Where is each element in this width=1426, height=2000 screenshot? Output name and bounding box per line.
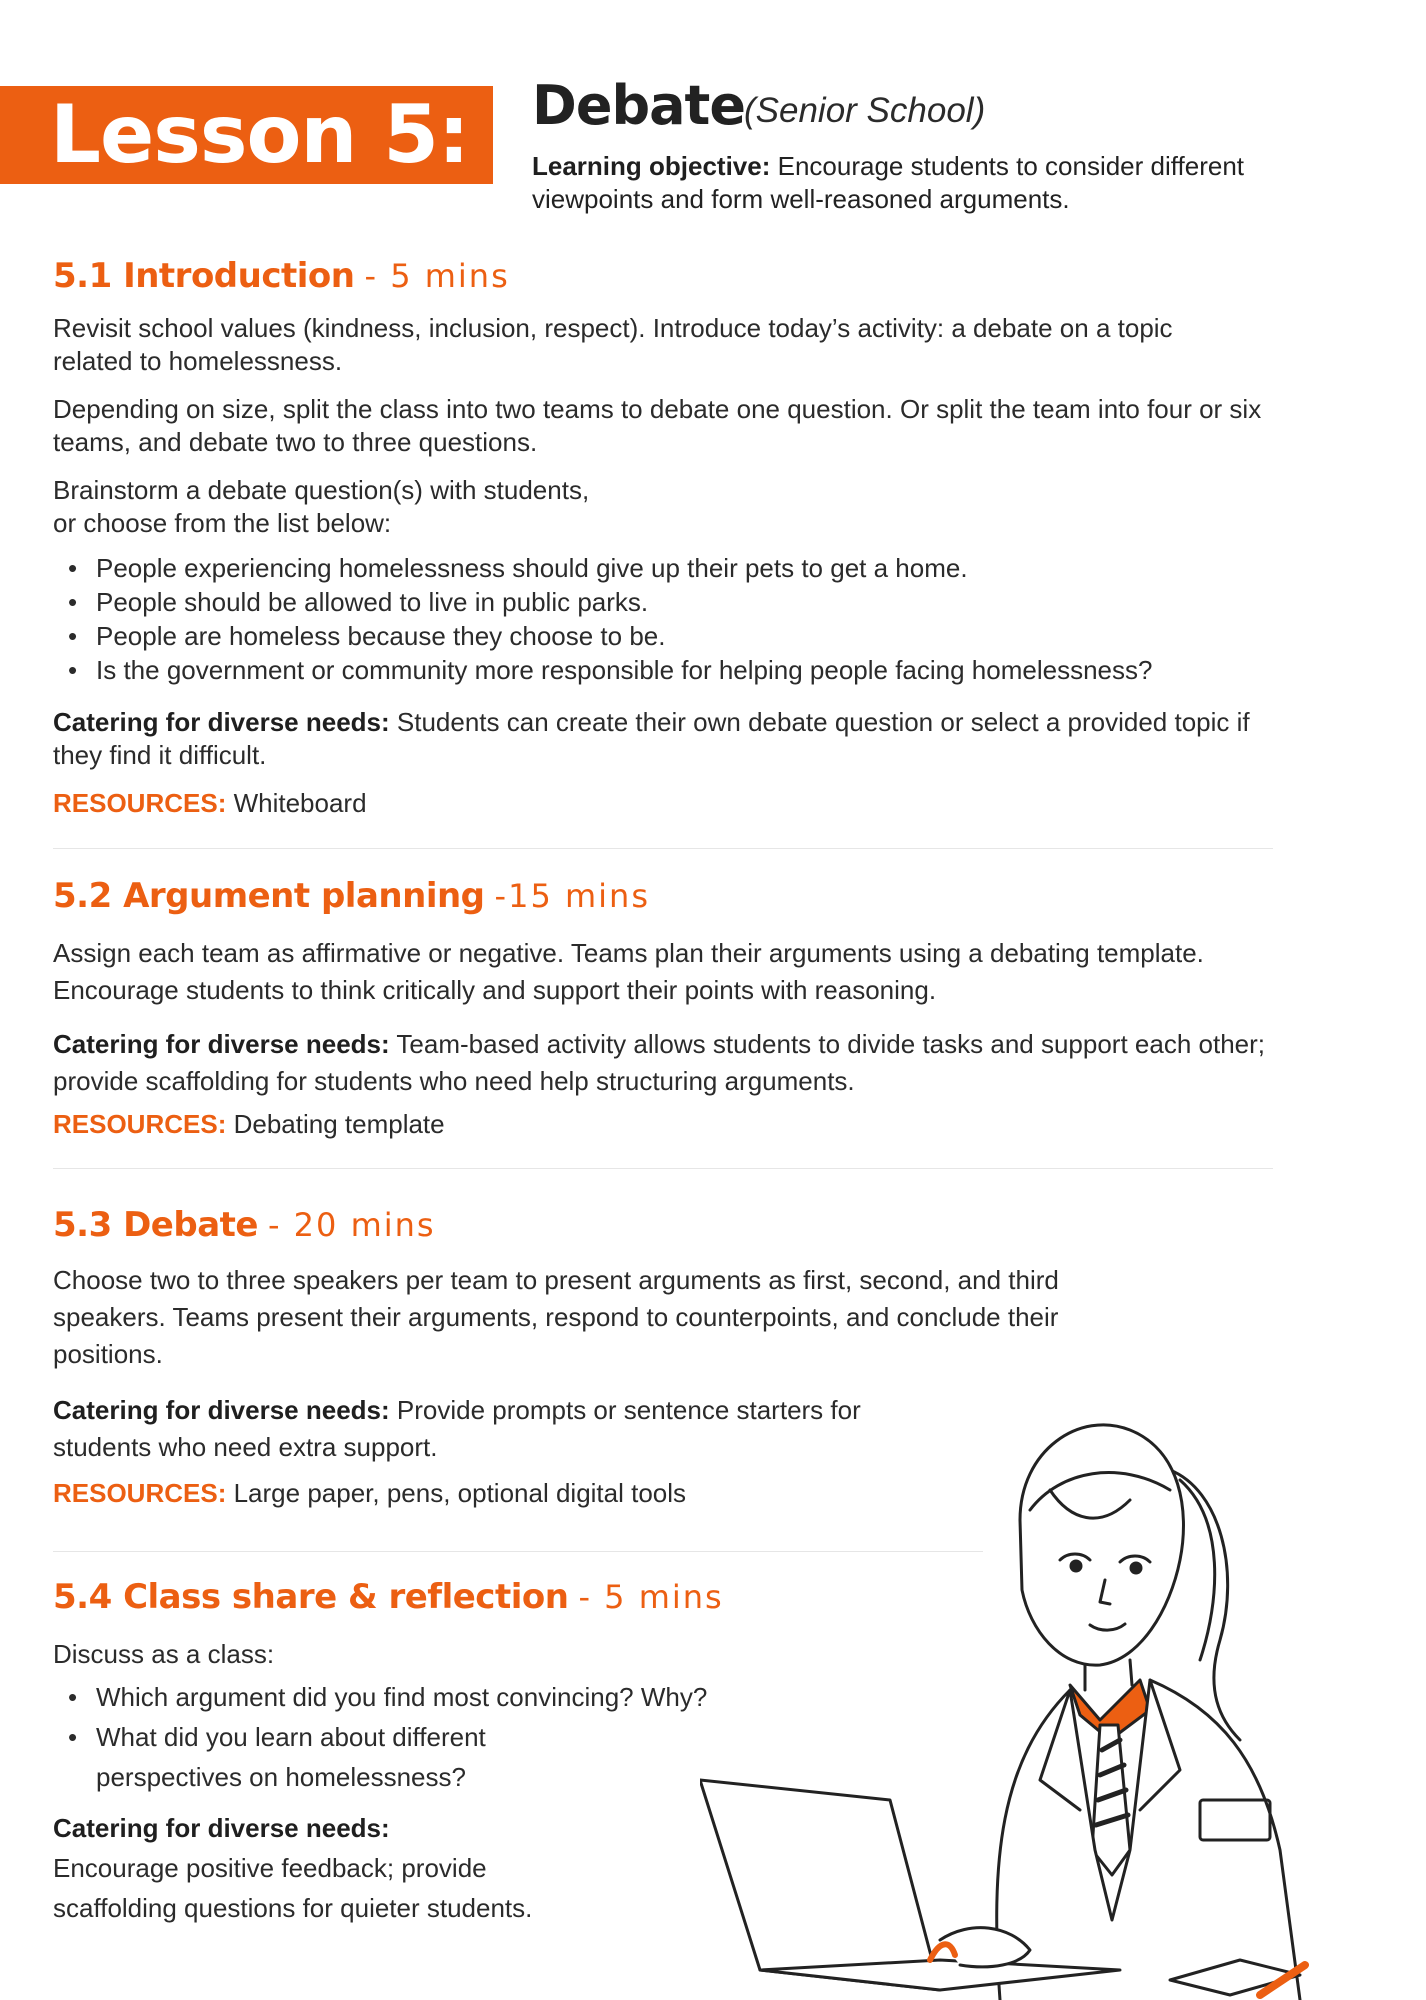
resources-label: RESOURCES: [53, 1478, 227, 1508]
section-divider [53, 848, 1273, 849]
section-heading-introduction [53, 256, 510, 296]
paragraph: Revisit school values (kindness, inclusion, respect). Introduce today’s activity: a debate on a topic related to homelessness. [53, 313, 1173, 376]
list-item: • Is the government or community more responsible for helping people facing homelessness? [68, 653, 1368, 687]
section-title: 5.3 Debate [53, 1205, 258, 1245]
lesson-label: Lesson 5: [50, 88, 469, 181]
paragraph: Choose two to three speakers per team to present arguments as first, second, and third speakers. Teams present their arguments, respond to counterpoints, and conclude their positions. [53, 1265, 1059, 1369]
list-item: • People experiencing homelessness should give up their pets to get a home. [68, 551, 1368, 585]
time-note: -15 mins [494, 877, 650, 915]
resources-text: Debating template [233, 1109, 445, 1139]
section-heading-class-share [53, 1577, 724, 1617]
paragraph-line: or choose from the list below: [53, 508, 392, 538]
objective-text: Encourage students to consider different viewpoints and form well-reasoned arguments. [532, 151, 1244, 214]
page-subtitle: (Senior School) [744, 91, 986, 130]
section-title: 5.2 Argument planning [53, 876, 485, 916]
list-item: • People should be allowed to live in public parks. [68, 585, 1368, 619]
needs-label: Catering for diverse needs: [53, 1029, 390, 1059]
list-item: • People are homeless because they choose to be. [68, 619, 1368, 653]
time-note: - 5 mins [578, 1578, 724, 1616]
needs-label: Catering for diverse needs: [53, 1395, 390, 1425]
list-item: • Which argument did you find most convincing? Why? [68, 1677, 628, 1717]
needs-text: Students can create their own debate question or select a provided topic if they find it difficult. [53, 707, 1250, 770]
diverse-needs-note [53, 706, 1253, 772]
page-title: Debate [532, 74, 745, 137]
resources-line [53, 1477, 686, 1510]
resources-line [53, 787, 367, 820]
needs-text: Encourage positive feedback; provide scaffolding questions for quieter students. [53, 1853, 533, 1923]
reflection-question-list [68, 1677, 708, 1797]
resources-label: RESOURCES: [53, 1109, 227, 1139]
needs-label: Catering for diverse needs: [53, 1813, 390, 1843]
needs-text: Team-based activity allows students to divide tasks and support each other; provide scaffolding for students who need help structuring arguments. [53, 1029, 1265, 1096]
resources-label: RESOURCES: [53, 788, 227, 818]
time-note: - 20 mins [267, 1206, 436, 1244]
paragraph: Depending on size, split the class into two teams to debate one question. Or split the team into four or six teams, and debate two to three questions. [53, 394, 1262, 457]
learning-objective [532, 150, 1272, 216]
needs-text: Provide prompts or sentence starters for students who need extra support. [53, 1395, 861, 1462]
resources-text: Large paper, pens, optional digital tools [233, 1478, 687, 1508]
objective-label: Learning objective: [532, 151, 771, 181]
needs-label: Catering for diverse needs: [53, 707, 390, 737]
paragraph: Discuss as a class: [53, 1639, 275, 1669]
section-divider [53, 1168, 1273, 1169]
diverse-needs-note [53, 1808, 613, 1928]
diverse-needs-note [53, 1026, 1293, 1100]
section-title: 5.1 Introduction [53, 256, 355, 296]
section-heading-debate [53, 1205, 436, 1245]
resources-text: Whiteboard [233, 788, 367, 818]
debate-question-list [68, 551, 1368, 687]
list-item: • What did you learn about different perspectives on homelessness? [68, 1717, 628, 1797]
section-title: 5.4 Class share & reflection [53, 1577, 569, 1617]
paragraph: Assign each team as affirmative or negative. Teams plan their arguments using a debating template. Encourage students to think critically and support their points with reasoning. [53, 938, 1204, 1005]
paragraph [53, 474, 953, 540]
student-with-laptop-illustration [700, 1380, 1310, 2000]
time-note: - 5 mins [364, 257, 510, 295]
paragraph-line: Brainstorm a debate question(s) with students, [53, 475, 590, 505]
section-heading-argument-planning [53, 876, 650, 916]
resources-line [53, 1108, 445, 1141]
lesson-banner [0, 86, 493, 184]
